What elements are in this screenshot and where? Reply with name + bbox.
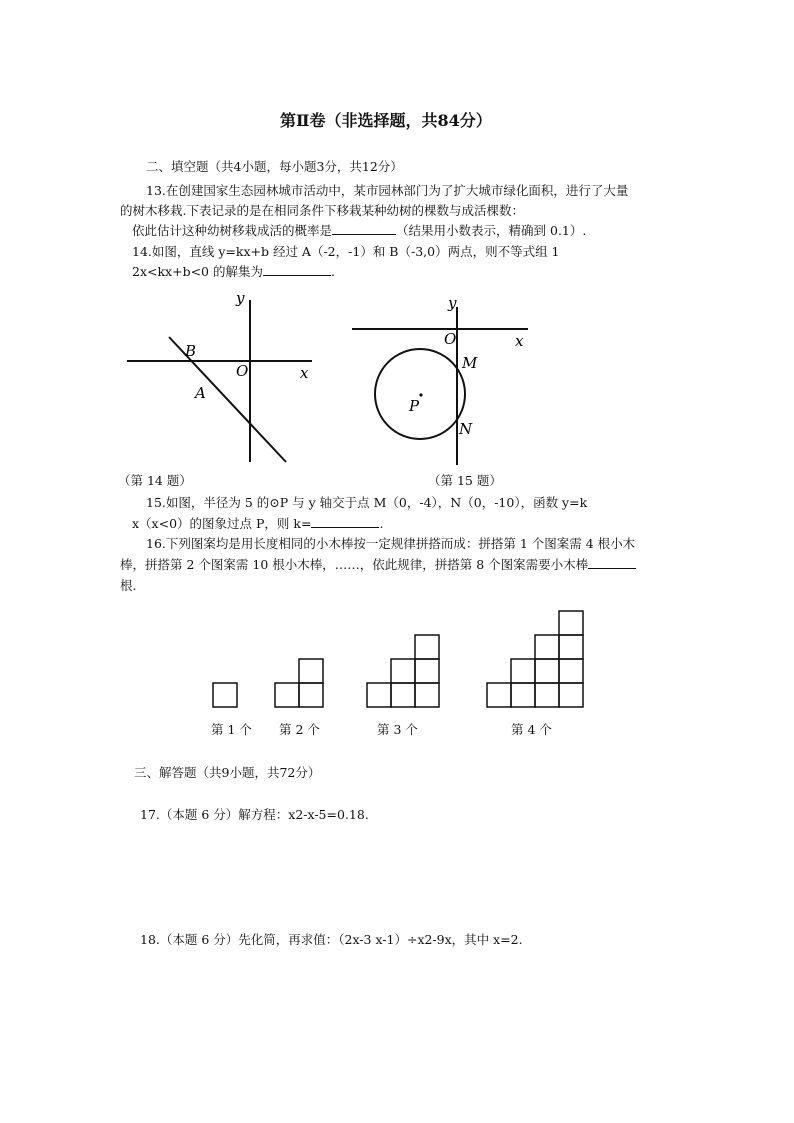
fig14-label-o: O xyxy=(236,362,249,380)
fig14-label-a: A xyxy=(195,384,206,402)
q16-line2: 棒，拼搭第 2 个图案需 10 根小木棒，……，依此规律，拼搭第 8 个图案需要小木棒 xyxy=(120,556,636,574)
fig15-label-x: x xyxy=(515,332,524,350)
pattern-3-caption: 第 3 个 xyxy=(377,722,418,737)
pattern-4-caption: 第 4 个 xyxy=(511,722,552,737)
pattern-2 xyxy=(275,659,323,707)
section-3-heading: 三、解答题（共9小题，共72分） xyxy=(134,765,321,780)
q17-text: 17.（本题 6 分）解方程：x2-x-5=0.18. xyxy=(140,807,369,822)
q14-line2: 2x<kx+b<0 的解集为 . xyxy=(132,264,335,279)
pattern-3 xyxy=(367,635,439,707)
q16-line3: 根. xyxy=(120,578,137,593)
q13-line3: 依此估计这种幼树移栽成活的概率是 （结果用小数表示，精确到 0.1）. xyxy=(132,223,587,238)
fig14-caption: （第 14 题） xyxy=(118,473,192,488)
fig15-label-n: N xyxy=(459,420,473,438)
q13-line2: 的树木移栽.下表记录的是在相同条件下移栽某种幼树的棵数与成活棵数： xyxy=(120,203,524,218)
pattern-2-caption: 第 2 个 xyxy=(279,722,320,737)
fig14-label-x: x xyxy=(300,364,309,382)
pattern-4 xyxy=(487,611,583,707)
q13-line1: 13.在创建国家生态园林城市活动中，某市园林部门为了扩大城市绿化面积，进行了大量 xyxy=(146,183,629,198)
pattern-1-square xyxy=(213,683,237,707)
fig15-label-y: y xyxy=(448,294,457,312)
fig15-label-p: P xyxy=(409,397,420,415)
fig15-label-o: O xyxy=(444,330,457,348)
section-2-heading: 二、填空题（共4小题，每小题3分，共12分） xyxy=(146,159,403,174)
fig14-label-b: B xyxy=(185,342,197,360)
fig15-label-m: M xyxy=(462,354,478,372)
page-title: 第Ⅱ卷（非选择题，共84分） xyxy=(280,111,492,130)
fig14-label-y: y xyxy=(236,289,245,307)
q16-line1: 16.下列图案均是用长度相同的小木棒按一定规律拼搭而成：拼搭第 1 个图案需 4 根小木 xyxy=(146,536,636,551)
q18-text: 18.（本题 6 分）先化简，再求值：（2x-3 x-1）÷x2-9x，其中 x=2. xyxy=(140,932,523,947)
q14-line1: 14.如图，直线 y=kx+b 经过 A（-2，-1）和 B（-3,0）两点，则不等式组 1 xyxy=(132,244,560,259)
q15-line2: x（x<0）的图象过点 P，则 k= . xyxy=(132,516,384,531)
q15-line1: 15.如图，半径为 5 的⊙P 与 y 轴交于点 M（0，-4），N（0，-10），函数 y=k xyxy=(146,495,588,510)
fig15-caption: （第 15 题） xyxy=(428,473,502,488)
pattern-1-caption: 第 1 个 xyxy=(211,722,252,737)
